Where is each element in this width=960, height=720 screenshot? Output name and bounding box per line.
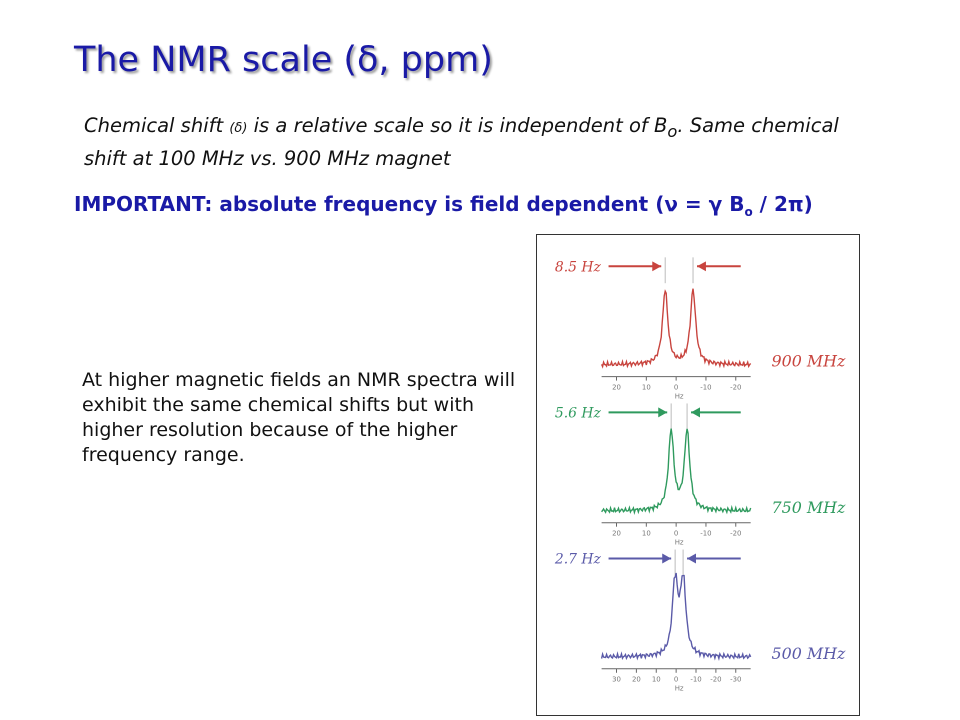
field-strength-label: 500 MHz — [771, 643, 846, 663]
spectrum-trace — [602, 429, 751, 513]
axis-tick-label: 0 — [673, 383, 679, 392]
axis-tick-label: -10 — [690, 675, 702, 684]
spectra-svg — [537, 235, 859, 715]
slide-title: The NMR scale (δ, ppm) — [74, 40, 493, 80]
body-paragraph: At higher magnetic fields an NMR spectra will exhibit the same chemical shifts but with higher resolution because of the higher frequency range. — [82, 369, 516, 466]
intro-subscript: o — [667, 121, 678, 141]
right-arrow-head — [691, 407, 700, 417]
axis-unit-label: Hz — [674, 684, 684, 693]
important-note — [74, 192, 813, 219]
important-tail: / 2π) — [752, 192, 813, 216]
intro-text — [84, 112, 844, 172]
axis-tick-label: 10 — [651, 675, 661, 684]
axis-tick-label: 0 — [673, 675, 679, 684]
splitting-label: 8.5 Hz — [554, 259, 601, 276]
left-arrow-head — [662, 554, 671, 564]
axis-tick-label: -20 — [730, 529, 742, 538]
axis-tick-label: -10 — [700, 529, 712, 538]
axis-tick-label: 10 — [641, 529, 651, 538]
spectrum-trace — [602, 289, 751, 367]
intro-part1: Chemical shift — [84, 114, 224, 137]
important-text: IMPORTANT: absolute frequency is field dependent (ν = γ B — [74, 192, 745, 216]
axis-tick-label: 20 — [612, 529, 621, 538]
axis-tick-label: -20 — [710, 675, 722, 684]
axis-tick-label: 10 — [641, 383, 651, 392]
intro-part2: is a relative scale so it is independent of B — [253, 114, 668, 137]
right-arrow-head — [687, 554, 696, 564]
splitting-label: 5.6 Hz — [554, 405, 601, 422]
right-arrow-head — [697, 261, 706, 271]
important-subscript: o — [744, 205, 753, 219]
nmr-spectra-figure — [536, 234, 860, 716]
axis-unit-label: Hz — [674, 392, 684, 401]
splitting-label: 2.7 Hz — [554, 551, 601, 568]
axis-tick-label: -30 — [730, 675, 742, 684]
axis-tick-label: 20 — [612, 383, 621, 392]
axis-tick-label: 0 — [673, 529, 679, 538]
field-strength-label: 900 MHz — [771, 351, 846, 371]
left-arrow-head — [652, 261, 661, 271]
axis-tick-label: -20 — [730, 383, 742, 392]
spectrum-trace — [602, 573, 751, 659]
delta-symbol: (δ) — [229, 121, 248, 136]
axis-tick-label: -10 — [700, 383, 712, 392]
axis-unit-label: Hz — [674, 538, 684, 547]
left-arrow-head — [658, 407, 667, 417]
intro-part3: . Same chemical shift at 100 MHz vs. 900 MHz magnet — [84, 114, 839, 170]
axis-tick-label: 20 — [631, 675, 641, 684]
axis-tick-label: 30 — [612, 675, 621, 684]
field-strength-label: 750 MHz — [771, 497, 846, 517]
